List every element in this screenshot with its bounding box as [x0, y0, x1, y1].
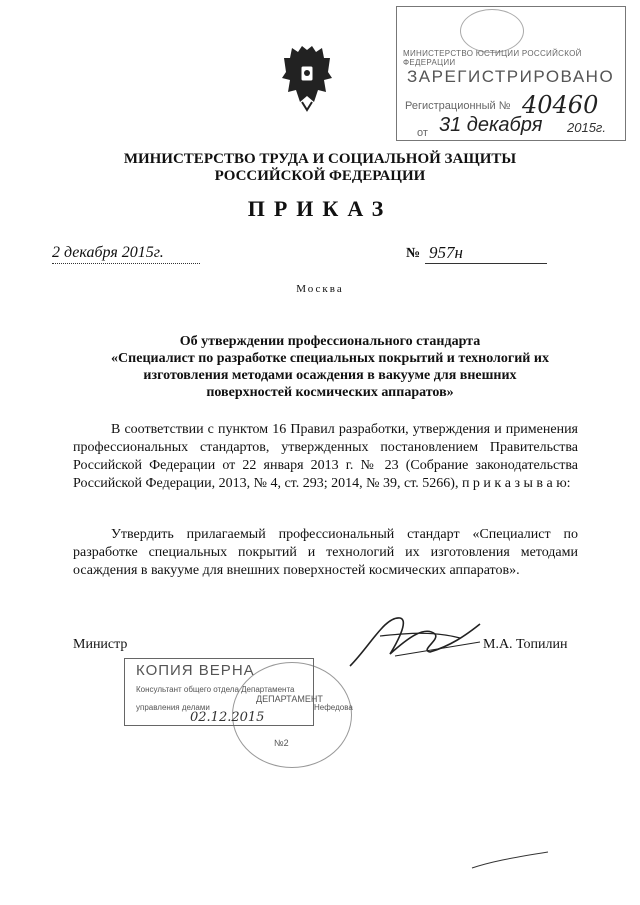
- ministry-title: [0, 151, 640, 185]
- copy-stamp-date: 02.12.2015: [190, 710, 265, 725]
- registration-seal-icon: [460, 9, 524, 53]
- stamp-regnum-label: Регистрационный №: [405, 100, 511, 112]
- signatory-name: М.А. Топилин: [483, 637, 568, 652]
- seal-department-text: ДЕПАРТАМЕНТ: [256, 694, 323, 704]
- order-date: 2 декабря 2015г.: [52, 244, 200, 264]
- subject-line1: Об утверждении профессионального стандарта: [179, 334, 481, 349]
- registration-stamp: [396, 6, 626, 141]
- body-paragraph-1: В соответствии с пунктом 16 Правил разработки, утверждения и применения профессиональных стандартов, утвержденных постановлением Правительства Российской Федерации от 22 января 2013 г. № 23 (Собрание законодательства Российской Федерации, 2013, № 4, ст. 293; 2014, № 39, ст. 5266), п р и к а з ы в а ю:: [73, 422, 578, 491]
- ministry-line1: МИНИСТЕРСТВО ТРУДА И СОЦИАЛЬНОЙ ЗАЩИТЫ: [123, 151, 517, 167]
- order-number: 957н: [425, 243, 547, 264]
- stamp-date-value: 31 декабря: [439, 114, 543, 136]
- copy-stamp-position: Консультант общего отдела Департамента: [136, 685, 295, 694]
- city: Москва: [296, 283, 344, 295]
- stamp-regnum-value: 40460: [522, 91, 599, 119]
- subject-line3: изготовления методами осаждения в вакууме для внешних: [143, 368, 517, 383]
- copy-stamp-title: КОПИЯ ВЕРНА: [136, 662, 255, 679]
- subject-line4: поверхностей космических аппаратов»: [206, 385, 454, 400]
- ministry-line2: РОССИЙСКОЙ ФЕДЕРАЦИИ: [214, 168, 426, 184]
- copy-stamp-name: Нефедова: [314, 703, 353, 712]
- signatory-position: Министр: [73, 637, 128, 652]
- subject-line2: «Специалист по разработке специальных покрытий и технологий их: [111, 351, 549, 366]
- stamp-ministry: МИНИСТЕРСТВО ЮСТИЦИИ РОССИЙСКОЙ ФЕДЕРАЦИИ: [403, 49, 582, 67]
- copy-stamp-department: управления делами: [136, 703, 210, 712]
- stamp-registered: ЗАРЕГИСТРИРОВАНО: [407, 67, 615, 86]
- margin-mark-icon: [470, 848, 550, 872]
- body-paragraph-2: Утвердить прилагаемый профессиональный стандарт «Специалист по разработке специальных покрытий и технологий их изготовления методами осаждения в вакууме для внешних поверхностей космических аппаратов».: [73, 527, 578, 578]
- copy-certification-stamp: [124, 658, 364, 770]
- order-subject: [90, 333, 570, 401]
- stamp-date-prefix: от: [417, 127, 428, 139]
- document-type: ПРИКАЗ: [247, 196, 393, 221]
- order-number-label: №: [406, 246, 421, 261]
- coat-of-arms-icon: [280, 44, 334, 114]
- stamp-date-year: 2015г.: [567, 120, 606, 135]
- seal-number: №2: [274, 738, 289, 748]
